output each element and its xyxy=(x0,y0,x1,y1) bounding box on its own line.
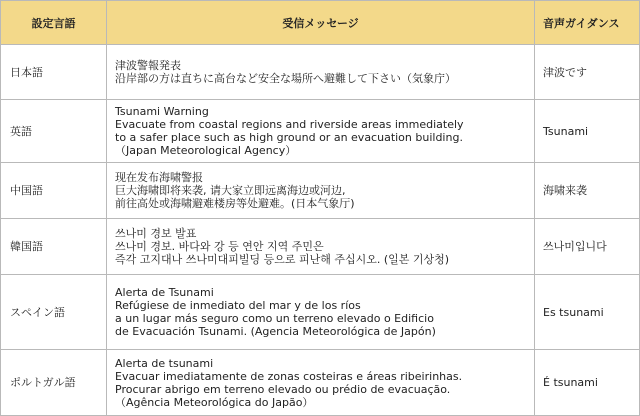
voice-cell: 津波です xyxy=(535,45,640,100)
voice-cell: Tsunami xyxy=(535,100,640,163)
language-cell: スペイン語 xyxy=(1,275,107,350)
message-line: Alerta de Tsunami xyxy=(115,286,214,299)
header-voice-guidance: 音声ガイダンス xyxy=(535,1,640,45)
message-line: Alerta de tsunami xyxy=(115,356,214,370)
language-cell: 日本語 xyxy=(1,45,107,100)
header-row xyxy=(1,1,640,45)
table-header xyxy=(1,1,640,45)
message-line: Refúgiese de inmediato del mar y de los ríos xyxy=(115,299,361,312)
language-cell: 韓国語 xyxy=(1,219,107,275)
message-line: 沿岸部の方は直ちに高台など安全な場所へ避難して下さい（気象庁） xyxy=(115,72,456,85)
language-cell: 英語 xyxy=(1,100,107,163)
language-cell: ポルトガル語 xyxy=(1,350,107,416)
message-line: （Japan Meteorological Agency） xyxy=(115,144,297,157)
table-body xyxy=(1,45,640,416)
voice-cell: 海啸来袭 xyxy=(535,163,640,219)
message-line: Tsunami Warning xyxy=(115,105,209,118)
message-line: Evacuate from coastal regions and riverside areas immediately xyxy=(115,118,464,131)
message-line: 쓰나미 경보 발표 xyxy=(115,227,197,240)
message-cell xyxy=(107,350,535,416)
language-cell: 中国語 xyxy=(1,163,107,219)
voice-cell: É tsunami xyxy=(535,350,640,416)
message-line: 즉각 고지대나 쓰나미대피빌딩 등으로 피난해 주십시오. (일본 기상청) xyxy=(115,253,450,266)
message-line: de Evacuación Tsunami. (Agencia Meteorológica de Japón) xyxy=(115,325,436,338)
table-row-spanish xyxy=(1,275,640,350)
message-cell xyxy=(107,163,535,219)
message-cell xyxy=(107,45,535,100)
table-row-english xyxy=(1,100,640,163)
message-line: to a safer place such as high ground or an evacuation building. xyxy=(115,131,463,144)
message-line: a un lugar más seguro como un terreno elevado o Edificio xyxy=(115,312,434,325)
message-line: 前往高处或海啸避难楼房等处避难。(日本气象厅) xyxy=(115,197,355,210)
voice-cell: 쓰나미입니다 xyxy=(535,219,640,275)
message-cell xyxy=(107,219,535,275)
message-cell xyxy=(107,100,535,163)
message-line: 现在发布海啸警报 xyxy=(115,171,203,184)
message-line: Evacuar imediatamente de zonas costeiras e áreas ribeirinhas. xyxy=(115,369,463,383)
table-row-japanese xyxy=(1,45,640,100)
message-cell xyxy=(107,275,535,350)
message-line: 쓰나미 경보. 바다와 강 등 연안 지역 주민은 xyxy=(115,240,324,253)
table-row-korean xyxy=(1,219,640,275)
voice-cell: Es tsunami xyxy=(535,275,640,350)
table-row-chinese xyxy=(1,163,640,219)
message-line: （Agência Meteorológica do Japão） xyxy=(115,395,314,409)
table-row-portuguese xyxy=(1,350,640,416)
message-line: Procurar abrigo em terreno elevado ou prédio de evacuação. xyxy=(115,382,451,396)
header-message: 受信メッセージ xyxy=(107,1,535,45)
message-line: 巨大海啸即将来袭, 请大家立即远离海边或河边, xyxy=(115,184,346,197)
header-language: 設定言語 xyxy=(1,1,107,45)
message-line: 津波警報発表 xyxy=(115,59,181,72)
